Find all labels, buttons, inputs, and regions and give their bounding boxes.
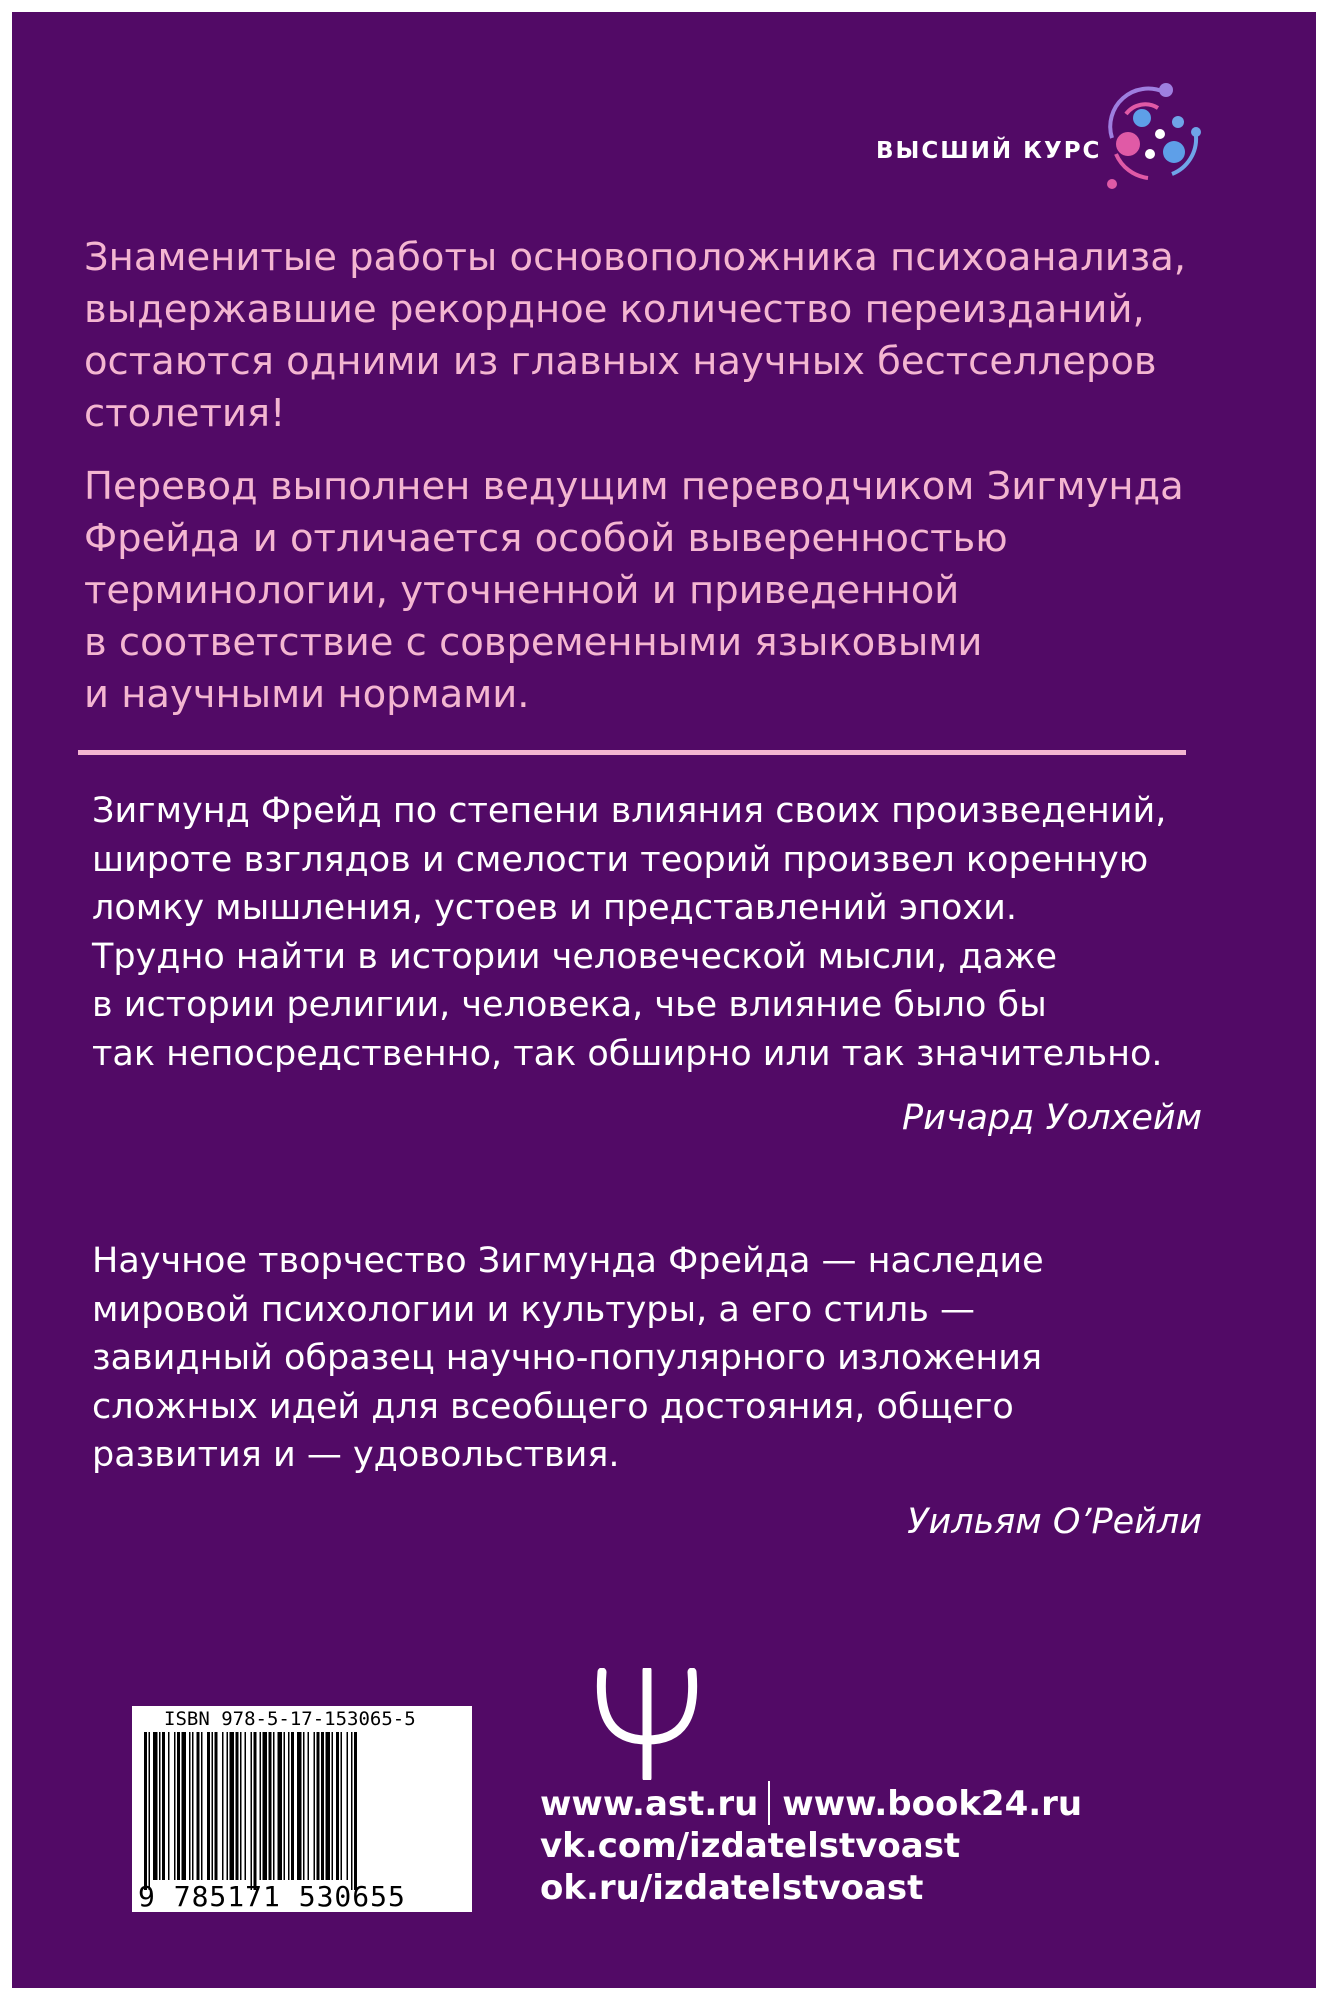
molecule-dots-icon — [1092, 74, 1208, 190]
quote-line: Зигмунд Фрейд по степени влияния своих произведений, — [92, 791, 1167, 831]
barcode-bar — [347, 1732, 349, 1880]
barcode-bar — [168, 1732, 170, 1880]
intro-line: столетия! — [84, 391, 286, 436]
barcode-bar — [288, 1732, 290, 1880]
intro-line: выдержавшие рекордное количество переизданий, — [84, 287, 1145, 332]
barcode-bar — [273, 1732, 275, 1880]
ean-digits: 9 785171 530655 — [138, 1880, 406, 1913]
quote-line: сложных идей для всеобщего достояния, общего — [92, 1386, 1014, 1427]
barcode-bar — [182, 1732, 187, 1880]
link-ast[interactable]: www.ast.ru — [540, 1784, 759, 1824]
barcode-bar — [341, 1732, 343, 1880]
barcode-bar — [227, 1732, 229, 1880]
barcode-bar — [189, 1732, 191, 1880]
intro-line: терминологии, уточненной и приведенной — [84, 568, 960, 613]
quote-1-author: Ричард Уолхейм — [901, 1098, 1202, 1138]
barcode-bars — [140, 1732, 464, 1890]
barcode-bar — [263, 1732, 268, 1880]
link-separator — [768, 1781, 770, 1825]
barcode-bar — [177, 1732, 180, 1880]
barcode-bar — [144, 1732, 147, 1890]
intro-line: и научными нормами. — [84, 672, 530, 717]
quote-line: завидный образец научно-популярного изложения — [92, 1338, 1043, 1378]
barcode-bar — [351, 1732, 353, 1890]
psi-icon — [592, 1668, 702, 1780]
barcode-bar — [222, 1732, 224, 1880]
barcode-bar — [201, 1732, 203, 1880]
intro-line: Фрейда и отличается особой выверенностью — [84, 516, 1008, 561]
quote-line: в истории религии, человека, чье влияние было бы — [92, 985, 1047, 1025]
barcode-bar — [159, 1732, 161, 1880]
quote-line: так непосредственно, так обширно или так значительно. — [92, 1033, 1163, 1074]
divider — [78, 750, 1186, 755]
barcode-bar — [192, 1732, 194, 1880]
barcode-bar — [174, 1732, 176, 1880]
barcode-bar — [240, 1732, 242, 1880]
barcode-bar — [314, 1732, 316, 1880]
barcode-bar — [308, 1732, 310, 1880]
link-vk[interactable]: vk.com/izdatelstvoast — [540, 1826, 961, 1866]
barcode-bar — [317, 1732, 320, 1880]
barcode-bar — [326, 1732, 331, 1880]
barcode-bar — [321, 1732, 324, 1880]
barcode-bar — [251, 1732, 253, 1890]
quote-line: мировой психологии и культуры, а его стиль — — [92, 1289, 975, 1330]
intro-line: в соответствие с современными языковыми — [84, 620, 983, 665]
barcode-bar — [162, 1732, 165, 1880]
barcode-bar — [303, 1732, 305, 1880]
barcode-bar — [212, 1732, 214, 1880]
isbn-label: ISBN 978-5-17-153065-5 — [164, 1708, 416, 1730]
series-label: ВЫСШИЙ КУРС — [876, 138, 1102, 164]
intro-line: Знаменитые работы основоположника психоанализа, — [84, 235, 1187, 280]
quote-line: широте взглядов и смелости теорий произвел коренную — [92, 839, 1149, 880]
barcode-bar — [291, 1732, 294, 1880]
barcode-bar — [336, 1732, 339, 1880]
barcode-bar — [207, 1732, 210, 1880]
barcode-bar — [254, 1732, 257, 1890]
barcode-bar — [230, 1732, 235, 1880]
barcode-bar — [354, 1732, 357, 1890]
publisher-links — [540, 1783, 1082, 1909]
barcode-bar — [332, 1732, 334, 1880]
quote-1 — [92, 787, 1166, 1078]
intro-paragraph-1 — [84, 232, 1186, 440]
barcode-bar — [149, 1732, 151, 1890]
link-ok[interactable]: ok.ru/izdatelstvoast — [540, 1868, 924, 1908]
barcode-bar — [278, 1732, 283, 1880]
quote-2 — [92, 1237, 1044, 1480]
quote-line: Трудно найти в истории человеческой мысли, даже — [92, 936, 1058, 977]
barcode-bar — [215, 1732, 218, 1880]
barcode-bar — [236, 1732, 239, 1880]
quote-line: развития и — удовольствия. — [92, 1435, 620, 1475]
quote-line: Научное творчество Зигмунда Фрейда — наследие — [92, 1241, 1044, 1281]
barcode-bar — [245, 1732, 247, 1880]
intro-line: остаются одними из главных научных бестселлеров — [84, 339, 1157, 384]
barcode-bar — [297, 1732, 302, 1880]
barcode-bar — [269, 1732, 272, 1880]
barcode-bar — [197, 1732, 200, 1880]
intro-line: Перевод выполнен ведущим переводчиком Зигмунда — [84, 464, 1184, 509]
barcode-bar — [284, 1732, 286, 1880]
barcode — [132, 1706, 472, 1912]
barcode-bar — [260, 1732, 262, 1880]
barcode-bar — [153, 1732, 158, 1880]
link-book24[interactable]: www.book24.ru — [782, 1784, 1083, 1824]
intro-paragraph-2 — [84, 461, 1184, 721]
quote-2-author: Уильям О’Рейли — [907, 1502, 1202, 1542]
quote-line: ломку мышления, устоев и представлений эпохи. — [92, 888, 1018, 928]
